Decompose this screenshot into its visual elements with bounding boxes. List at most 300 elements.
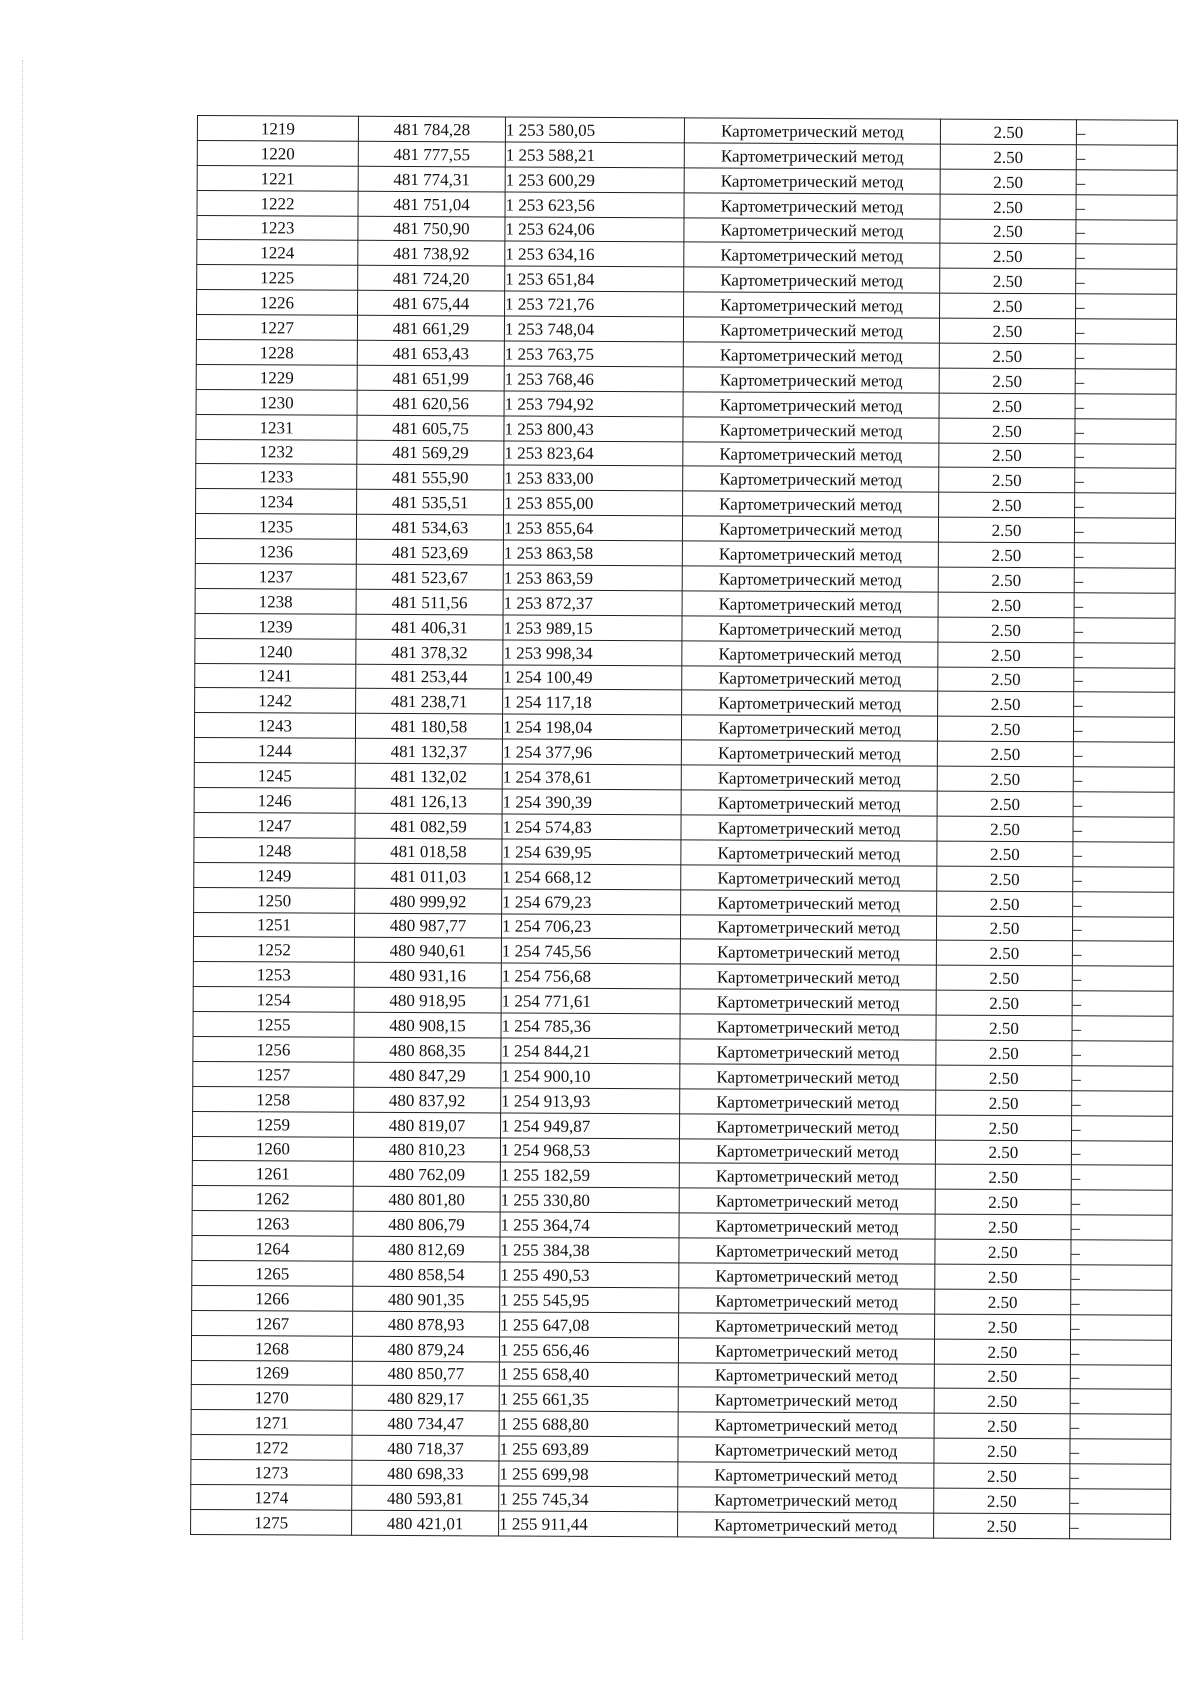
x-coordinate-cell: 481 774,31 <box>358 166 505 192</box>
point-number-cell: 1248 <box>194 837 355 863</box>
method-cell: Картометрический метод <box>679 1238 935 1264</box>
precision-cell: 2.50 <box>940 194 1076 220</box>
y-coordinate-cell: 1 253 651,84 <box>505 266 684 292</box>
x-coordinate-cell: 480 762,09 <box>353 1162 500 1188</box>
y-coordinate-cell: 1 255 745,34 <box>499 1486 678 1512</box>
x-coordinate-cell: 481 238,71 <box>356 689 503 715</box>
precision-cell: 2.50 <box>938 567 1074 593</box>
precision-cell: 2.50 <box>938 542 1074 568</box>
point-number-cell: 1243 <box>194 713 355 739</box>
x-coordinate-cell: 481 751,04 <box>358 191 505 217</box>
precision-cell: 2.50 <box>939 492 1075 518</box>
method-cell: Картометрический метод <box>680 939 936 965</box>
point-number-cell: 1272 <box>191 1435 352 1461</box>
method-cell: Картометрический метод <box>682 591 938 617</box>
precision-cell: 2.50 <box>938 517 1074 543</box>
x-coordinate-cell: 481 011,03 <box>355 863 502 889</box>
x-coordinate-cell: 481 253,44 <box>356 664 503 690</box>
method-cell: Картометрический метод <box>680 989 936 1015</box>
precision-cell: 2.50 <box>936 965 1072 991</box>
precision-cell: 2.50 <box>939 368 1075 394</box>
point-number-cell: 1221 <box>197 165 358 191</box>
y-coordinate-cell: 1 253 863,59 <box>503 565 682 591</box>
x-coordinate-cell: 481 605,75 <box>357 415 504 441</box>
description-cell: – <box>1070 1514 1171 1539</box>
y-coordinate-cell: 1 254 198,04 <box>502 714 681 740</box>
x-coordinate-cell: 480 879,24 <box>352 1336 499 1362</box>
y-coordinate-cell: 1 254 377,96 <box>502 739 681 765</box>
precision-cell: 2.50 <box>937 741 1073 767</box>
description-cell: – <box>1073 817 1174 842</box>
method-cell: Картометрический метод <box>679 1288 935 1314</box>
method-cell: Картометрический метод <box>680 964 936 990</box>
description-cell: – <box>1070 1389 1171 1414</box>
description-cell: – <box>1071 1240 1172 1265</box>
precision-cell: 2.50 <box>937 791 1073 817</box>
point-number-cell: 1273 <box>191 1460 352 1486</box>
point-number-cell: 1241 <box>195 663 356 689</box>
y-coordinate-cell: 1 253 623,56 <box>505 192 684 218</box>
x-coordinate-cell: 481 523,69 <box>356 539 503 565</box>
description-cell: – <box>1076 120 1177 145</box>
precision-cell: 2.50 <box>940 144 1076 170</box>
point-number-cell: 1226 <box>197 290 358 316</box>
method-cell: Картометрический метод <box>678 1412 934 1438</box>
description-cell: – <box>1074 667 1175 692</box>
description-cell: – <box>1073 792 1174 817</box>
method-cell: Картометрический метод <box>678 1338 934 1364</box>
method-cell: Картометрический метод <box>680 1014 936 1040</box>
description-cell: – <box>1076 244 1177 269</box>
description-cell: – <box>1071 1190 1172 1215</box>
y-coordinate-cell: 1 255 330,80 <box>500 1187 679 1213</box>
x-coordinate-cell: 480 806,79 <box>353 1211 500 1237</box>
precision-cell: 2.50 <box>937 866 1073 892</box>
method-cell: Картометрический метод <box>683 367 939 393</box>
y-coordinate-cell: 1 255 693,89 <box>499 1436 678 1462</box>
x-coordinate-cell: 481 132,37 <box>355 739 502 765</box>
description-cell: – <box>1071 1165 1172 1190</box>
precision-cell: 2.50 <box>937 766 1073 792</box>
method-cell: Картометрический метод <box>678 1512 934 1538</box>
y-coordinate-cell: 1 254 771,61 <box>501 988 680 1014</box>
point-number-cell: 1244 <box>194 738 355 764</box>
x-coordinate-cell: 481 534,63 <box>356 515 503 541</box>
method-cell: Картометрический метод <box>678 1437 934 1463</box>
method-cell: Картометрический метод <box>684 267 940 293</box>
coordinates-table <box>190 115 1178 1540</box>
description-cell: – <box>1070 1464 1171 1489</box>
point-number-cell: 1236 <box>195 539 356 565</box>
x-coordinate-cell: 480 801,80 <box>353 1187 500 1213</box>
y-coordinate-cell: 1 254 949,87 <box>501 1113 680 1139</box>
y-coordinate-cell: 1 255 658,40 <box>499 1362 678 1388</box>
x-coordinate-cell: 480 918,95 <box>354 987 501 1013</box>
description-cell: – <box>1074 518 1175 543</box>
method-cell: Картометрический метод <box>679 1213 935 1239</box>
precision-cell: 2.50 <box>934 1463 1070 1489</box>
point-number-cell: 1257 <box>193 1061 354 1087</box>
description-cell: – <box>1076 269 1177 294</box>
x-coordinate-cell: 481 777,55 <box>358 141 505 167</box>
description-cell: – <box>1074 543 1175 568</box>
description-cell: – <box>1071 1315 1172 1340</box>
precision-cell: 2.50 <box>938 617 1074 643</box>
precision-cell: 2.50 <box>940 293 1076 319</box>
precision-cell: 2.50 <box>935 1165 1071 1191</box>
x-coordinate-cell: 481 082,59 <box>355 813 502 839</box>
method-cell: Картометрический метод <box>678 1362 934 1388</box>
y-coordinate-cell: 1 254 390,39 <box>502 789 681 815</box>
precision-cell: 2.50 <box>938 692 1074 718</box>
method-cell: Картометрический метод <box>680 1113 936 1139</box>
precision-cell: 2.50 <box>937 717 1073 743</box>
x-coordinate-cell: 480 847,29 <box>354 1062 501 1088</box>
point-number-cell: 1219 <box>197 116 358 142</box>
point-number-cell: 1268 <box>191 1335 352 1361</box>
precision-cell: 2.50 <box>938 642 1074 668</box>
point-number-cell: 1266 <box>192 1285 353 1311</box>
description-cell: – <box>1074 642 1175 667</box>
method-cell: Картометрический метод <box>681 889 937 915</box>
x-coordinate-cell: 481 784,28 <box>358 116 505 142</box>
y-coordinate-cell: 1 255 911,44 <box>499 1511 678 1537</box>
precision-cell: 2.50 <box>936 941 1072 967</box>
precision-cell: 2.50 <box>936 1040 1072 1066</box>
y-coordinate-cell: 1 254 968,53 <box>500 1138 679 1164</box>
method-cell: Картометрический метод <box>683 491 939 517</box>
description-cell: – <box>1071 1215 1172 1240</box>
method-cell: Картометрический метод <box>681 815 937 841</box>
point-number-cell: 1239 <box>195 613 356 639</box>
method-cell: Картометрический метод <box>682 516 938 542</box>
y-coordinate-cell: 1 253 989,15 <box>503 615 682 641</box>
method-cell: Картометрический метод <box>684 217 940 243</box>
method-cell: Картометрический метод <box>684 143 940 169</box>
y-coordinate-cell: 1 253 721,76 <box>505 291 684 317</box>
precision-cell: 2.50 <box>940 268 1076 294</box>
x-coordinate-cell: 480 878,93 <box>353 1311 500 1337</box>
x-coordinate-cell: 480 901,35 <box>353 1286 500 1312</box>
x-coordinate-cell: 480 868,35 <box>354 1037 501 1063</box>
y-coordinate-cell: 1 254 639,95 <box>502 839 681 865</box>
y-coordinate-cell: 1 253 588,21 <box>505 142 684 168</box>
y-coordinate-cell: 1 254 913,93 <box>501 1088 680 1114</box>
point-number-cell: 1232 <box>196 439 357 465</box>
point-number-cell: 1225 <box>197 265 358 291</box>
point-number-cell: 1270 <box>191 1385 352 1411</box>
description-cell: – <box>1075 344 1176 369</box>
point-number-cell: 1260 <box>192 1136 353 1162</box>
x-coordinate-cell: 480 718,37 <box>352 1435 499 1461</box>
y-coordinate-cell: 1 253 833,00 <box>504 465 683 491</box>
y-coordinate-cell: 1 255 364,74 <box>500 1212 679 1238</box>
point-number-cell: 1224 <box>197 240 358 266</box>
description-cell: – <box>1073 717 1174 742</box>
y-coordinate-cell: 1 254 756,68 <box>501 963 680 989</box>
y-coordinate-cell: 1 255 384,38 <box>500 1237 679 1263</box>
point-number-cell: 1235 <box>195 514 356 540</box>
precision-cell: 2.50 <box>935 1264 1071 1290</box>
precision-cell: 2.50 <box>939 343 1075 369</box>
precision-cell: 2.50 <box>934 1513 1070 1539</box>
method-cell: Картометрический метод <box>681 865 937 891</box>
precision-cell: 2.50 <box>936 1090 1072 1116</box>
method-cell: Картометрический метод <box>683 392 939 418</box>
precision-cell: 2.50 <box>935 1189 1071 1215</box>
description-cell: – <box>1076 219 1177 244</box>
x-coordinate-cell: 481 555,90 <box>357 465 504 491</box>
x-coordinate-cell: 481 180,58 <box>355 714 502 740</box>
point-number-cell: 1275 <box>191 1509 352 1535</box>
method-cell: Картометрический метод <box>679 1138 935 1164</box>
y-coordinate-cell: 1 254 100,49 <box>503 665 682 691</box>
precision-cell: 2.50 <box>937 841 1073 867</box>
x-coordinate-cell: 480 819,07 <box>354 1112 501 1138</box>
coordinates-table-body <box>191 116 1178 1540</box>
method-cell: Картометрический метод <box>678 1462 934 1488</box>
method-cell: Картометрический метод <box>678 1487 934 1513</box>
precision-cell: 2.50 <box>935 1289 1071 1315</box>
method-cell: Картометрический метод <box>683 466 939 492</box>
y-coordinate-cell: 1 253 768,46 <box>504 366 683 392</box>
description-cell: – <box>1072 966 1173 991</box>
method-cell: Картометрический метод <box>684 118 940 144</box>
point-number-cell: 1265 <box>192 1260 353 1286</box>
description-cell: – <box>1070 1439 1171 1464</box>
precision-cell: 2.50 <box>936 1115 1072 1141</box>
description-cell: – <box>1071 1290 1172 1315</box>
method-cell: Картометрический метод <box>680 1089 936 1115</box>
y-coordinate-cell: 1 253 855,64 <box>503 515 682 541</box>
point-number-cell: 1238 <box>195 588 356 614</box>
y-coordinate-cell: 1 255 661,35 <box>499 1386 678 1412</box>
precision-cell: 2.50 <box>934 1339 1070 1365</box>
precision-cell: 2.50 <box>939 318 1075 344</box>
y-coordinate-cell: 1 255 699,98 <box>499 1461 678 1487</box>
y-coordinate-cell: 1 254 785,36 <box>501 1013 680 1039</box>
method-cell: Картометрический метод <box>683 342 939 368</box>
point-number-cell: 1231 <box>196 414 357 440</box>
description-cell: – <box>1070 1364 1171 1389</box>
method-cell: Картометрический метод <box>683 317 939 343</box>
method-cell: Картометрический метод <box>684 242 940 268</box>
x-coordinate-cell: 481 675,44 <box>358 291 505 317</box>
method-cell: Картометрический метод <box>679 1188 935 1214</box>
point-number-cell: 1267 <box>192 1310 353 1336</box>
point-number-cell: 1269 <box>191 1360 352 1386</box>
point-number-cell: 1234 <box>196 489 357 515</box>
precision-cell: 2.50 <box>934 1413 1070 1439</box>
x-coordinate-cell: 481 511,56 <box>356 589 503 615</box>
description-cell: – <box>1074 618 1175 643</box>
point-number-cell: 1252 <box>193 937 354 963</box>
point-number-cell: 1255 <box>193 1012 354 1038</box>
description-cell: – <box>1076 145 1177 170</box>
x-coordinate-cell: 481 738,92 <box>358 241 505 267</box>
scan-margin-artifact <box>22 60 25 1640</box>
precision-cell: 2.50 <box>939 393 1075 419</box>
description-cell: – <box>1072 1091 1173 1116</box>
description-cell: – <box>1073 867 1174 892</box>
description-cell: – <box>1071 1140 1172 1165</box>
y-coordinate-cell: 1 254 706,23 <box>501 913 680 939</box>
method-cell: Картометрический метод <box>682 665 938 691</box>
description-cell: – <box>1072 1041 1173 1066</box>
x-coordinate-cell: 481 132,02 <box>355 763 502 789</box>
precision-cell: 2.50 <box>937 891 1073 917</box>
method-cell: Картометрический метод <box>680 1039 936 1065</box>
precision-cell: 2.50 <box>934 1389 1070 1415</box>
description-cell: – <box>1070 1414 1171 1439</box>
precision-cell: 2.50 <box>935 1239 1071 1265</box>
description-cell: – <box>1074 692 1175 717</box>
method-cell: Картометрический метод <box>681 740 937 766</box>
method-cell: Картометрический метод <box>681 840 937 866</box>
description-cell: – <box>1074 568 1175 593</box>
point-number-cell: 1264 <box>192 1236 353 1262</box>
point-number-cell: 1220 <box>197 140 358 166</box>
description-cell: – <box>1075 418 1176 443</box>
precision-cell: 2.50 <box>934 1488 1070 1514</box>
y-coordinate-cell: 1 254 745,56 <box>501 938 680 964</box>
precision-cell: 2.50 <box>934 1438 1070 1464</box>
method-cell: Картометрический метод <box>682 641 938 667</box>
x-coordinate-cell: 480 908,15 <box>354 1012 501 1038</box>
y-coordinate-cell: 1 253 634,16 <box>505 241 684 267</box>
x-coordinate-cell: 481 523,67 <box>356 564 503 590</box>
precision-cell: 2.50 <box>939 418 1075 444</box>
point-number-cell: 1240 <box>195 638 356 664</box>
x-coordinate-cell: 480 987,77 <box>354 913 501 939</box>
method-cell: Картометрический метод <box>684 193 940 219</box>
y-coordinate-cell: 1 253 855,00 <box>504 490 683 516</box>
y-coordinate-cell: 1 254 574,83 <box>502 814 681 840</box>
point-number-cell: 1229 <box>196 364 357 390</box>
y-coordinate-cell: 1 253 800,43 <box>504 416 683 442</box>
description-cell: – <box>1076 294 1177 319</box>
table-row <box>191 1509 1171 1539</box>
method-cell: Картометрический метод <box>682 690 938 716</box>
y-coordinate-cell: 1 255 656,46 <box>499 1337 678 1363</box>
y-coordinate-cell: 1 254 117,18 <box>503 689 682 715</box>
method-cell: Картометрический метод <box>682 541 938 567</box>
x-coordinate-cell: 480 940,61 <box>354 938 501 964</box>
x-coordinate-cell: 481 126,13 <box>355 788 502 814</box>
precision-cell: 2.50 <box>940 169 1076 195</box>
x-coordinate-cell: 480 698,33 <box>352 1460 499 1486</box>
x-coordinate-cell: 480 858,54 <box>353 1261 500 1287</box>
precision-cell: 2.50 <box>936 990 1072 1016</box>
point-number-cell: 1242 <box>195 688 356 714</box>
description-cell: – <box>1072 991 1173 1016</box>
method-cell: Картометрический метод <box>684 168 940 194</box>
precision-cell: 2.50 <box>936 916 1072 942</box>
point-number-cell: 1247 <box>194 812 355 838</box>
point-number-cell: 1256 <box>193 1036 354 1062</box>
description-cell: – <box>1070 1489 1171 1514</box>
y-coordinate-cell: 1 254 900,10 <box>501 1063 680 1089</box>
description-cell: – <box>1072 941 1173 966</box>
y-coordinate-cell: 1 253 600,29 <box>505 167 684 193</box>
description-cell: – <box>1074 593 1175 618</box>
x-coordinate-cell: 481 651,99 <box>357 365 504 391</box>
point-number-cell: 1233 <box>196 464 357 490</box>
y-coordinate-cell: 1 253 624,06 <box>505 217 684 243</box>
method-cell: Картометрический метод <box>682 566 938 592</box>
point-number-cell: 1237 <box>195 564 356 590</box>
description-cell: – <box>1073 891 1174 916</box>
point-number-cell: 1259 <box>193 1111 354 1137</box>
description-cell: – <box>1076 194 1177 219</box>
x-coordinate-cell: 481 750,90 <box>358 216 505 242</box>
precision-cell: 2.50 <box>940 219 1076 245</box>
method-cell: Картометрический метод <box>683 441 939 467</box>
precision-cell: 2.50 <box>940 119 1076 145</box>
x-coordinate-cell: 480 829,17 <box>352 1386 499 1412</box>
y-coordinate-cell: 1 253 794,92 <box>504 391 683 417</box>
description-cell: – <box>1072 916 1173 941</box>
point-number-cell: 1258 <box>193 1086 354 1112</box>
method-cell: Картометрический метод <box>682 616 938 642</box>
description-cell: – <box>1075 468 1176 493</box>
x-coordinate-cell: 480 734,47 <box>352 1411 499 1437</box>
x-coordinate-cell: 481 569,29 <box>357 440 504 466</box>
y-coordinate-cell: 1 253 998,34 <box>503 640 682 666</box>
y-coordinate-cell: 1 253 748,04 <box>504 316 683 342</box>
method-cell: Картометрический метод <box>679 1313 935 1339</box>
description-cell: – <box>1072 1066 1173 1091</box>
precision-cell: 2.50 <box>936 1065 1072 1091</box>
point-number-cell: 1222 <box>197 190 358 216</box>
method-cell: Картометрический метод <box>684 292 940 318</box>
y-coordinate-cell: 1 255 182,59 <box>500 1162 679 1188</box>
method-cell: Картометрический метод <box>679 1163 935 1189</box>
y-coordinate-cell: 1 253 872,37 <box>503 590 682 616</box>
description-cell: – <box>1073 842 1174 867</box>
x-coordinate-cell: 481 535,51 <box>357 490 504 516</box>
y-coordinate-cell: 1 253 823,64 <box>504 441 683 467</box>
method-cell: Картометрический метод <box>681 715 937 741</box>
description-cell: – <box>1075 493 1176 518</box>
precision-cell: 2.50 <box>935 1214 1071 1240</box>
precision-cell: 2.50 <box>938 592 1074 618</box>
precision-cell: 2.50 <box>935 1140 1071 1166</box>
point-number-cell: 1262 <box>192 1186 353 1212</box>
point-number-cell: 1250 <box>194 887 355 913</box>
point-number-cell: 1230 <box>196 389 357 415</box>
description-cell: – <box>1073 767 1174 792</box>
x-coordinate-cell: 480 999,92 <box>355 888 502 914</box>
x-coordinate-cell: 480 421,01 <box>352 1510 499 1536</box>
precision-cell: 2.50 <box>939 468 1075 494</box>
y-coordinate-cell: 1 254 844,21 <box>501 1038 680 1064</box>
y-coordinate-cell: 1 255 545,95 <box>500 1287 679 1313</box>
method-cell: Картометрический метод <box>680 1064 936 1090</box>
point-number-cell: 1274 <box>191 1484 352 1510</box>
precision-cell: 2.50 <box>935 1314 1071 1340</box>
y-coordinate-cell: 1 254 668,12 <box>502 864 681 890</box>
y-coordinate-cell: 1 255 647,08 <box>500 1312 679 1338</box>
method-cell: Картометрический метод <box>681 790 937 816</box>
x-coordinate-cell: 481 724,20 <box>358 266 505 292</box>
precision-cell: 2.50 <box>939 443 1075 469</box>
point-number-cell: 1246 <box>194 788 355 814</box>
x-coordinate-cell: 481 406,31 <box>356 614 503 640</box>
precision-cell: 2.50 <box>934 1364 1070 1390</box>
description-cell: – <box>1075 369 1176 394</box>
y-coordinate-cell: 1 255 688,80 <box>499 1411 678 1437</box>
